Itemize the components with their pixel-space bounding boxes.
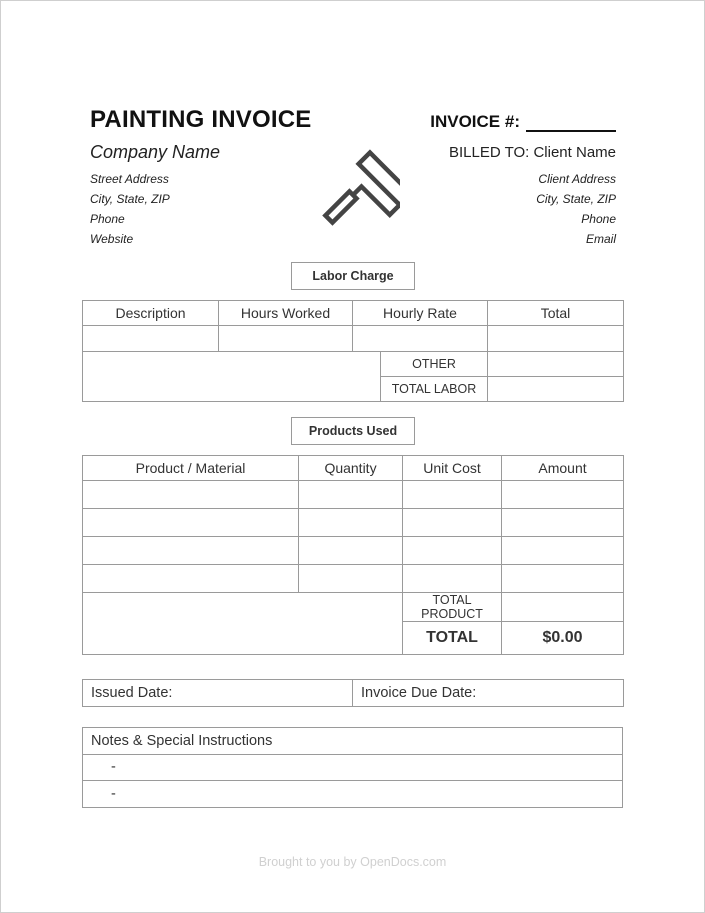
company-street: Street Address [90,172,169,186]
quantity-cell[interactable] [299,481,403,509]
issued-date-field[interactable]: Issued Date: [83,680,353,707]
product-cell[interactable] [83,481,299,509]
labor-cell-rate[interactable] [353,326,488,352]
grand-total-label: TOTAL [403,622,502,655]
product-col-quantity: Quantity [299,456,403,481]
labor-table [82,300,624,402]
invoice-number-label: INVOICE #: [430,112,520,131]
client-city: City, State, ZIP [536,192,616,206]
product-cell[interactable] [83,537,299,565]
unit-cost-cell[interactable] [403,509,502,537]
unit-cost-cell[interactable] [403,537,502,565]
paint-roller-icon [305,148,400,238]
total-product-label: TOTAL PRODUCT [403,593,502,622]
products-table [82,455,624,655]
amount-cell[interactable] [502,565,624,593]
company-website: Website [90,232,134,246]
amount-cell[interactable] [502,509,624,537]
invoice-number [430,112,616,132]
grand-total-value: $0.00 [502,622,624,655]
products-used-label: Products Used [291,417,415,445]
other-value[interactable] [488,352,624,377]
labor-cell-description[interactable] [83,326,219,352]
table-row [83,565,624,593]
labor-blank-area [83,352,381,402]
billed-to: BILLED TO: Client Name [448,144,616,161]
labor-cell-hours[interactable] [219,326,353,352]
other-label: OTHER [381,352,488,377]
footer-credit: Brought to you by OpenDocs.com [258,855,447,869]
amount-cell[interactable] [502,537,624,565]
amount-cell[interactable] [502,481,624,509]
product-col-amount: Amount [502,456,624,481]
labor-col-total: Total [488,301,624,326]
quantity-cell[interactable] [299,565,403,593]
client-email: Email [585,232,616,246]
invoice-title: PAINTING INVOICE [90,106,312,133]
dates-table [82,679,624,707]
products-blank-area [83,593,403,655]
due-date-field[interactable]: Invoice Due Date: [353,680,624,707]
notes-item[interactable]: - [83,754,623,781]
product-cell[interactable] [83,565,299,593]
product-cell[interactable] [83,509,299,537]
total-product-value[interactable] [502,593,624,622]
labor-col-description: Description [83,301,219,326]
table-row [83,537,624,565]
client-phone: Phone [581,212,616,226]
labor-cell-total[interactable] [488,326,624,352]
notes-table [82,727,623,808]
labor-col-rate: Hourly Rate [353,301,488,326]
company-name: Company Name [90,142,221,162]
product-col-material: Product / Material [83,456,299,481]
quantity-cell[interactable] [299,537,403,565]
labor-col-hours: Hours Worked [219,301,353,326]
labor-charge-label: Labor Charge [291,262,415,290]
invoice-number-blank[interactable] [526,116,616,132]
table-row [83,509,624,537]
notes-heading: Notes & Special Instructions [83,728,623,755]
product-col-unit-cost: Unit Cost [403,456,502,481]
table-row [83,481,624,509]
company-city: City, State, ZIP [90,192,170,206]
unit-cost-cell[interactable] [403,565,502,593]
company-phone: Phone [90,212,125,226]
client-address: Client Address [538,172,616,186]
notes-item[interactable]: - [83,781,623,808]
total-labor-label: TOTAL LABOR [381,377,488,402]
total-labor-value[interactable] [488,377,624,402]
quantity-cell[interactable] [299,509,403,537]
unit-cost-cell[interactable] [403,481,502,509]
